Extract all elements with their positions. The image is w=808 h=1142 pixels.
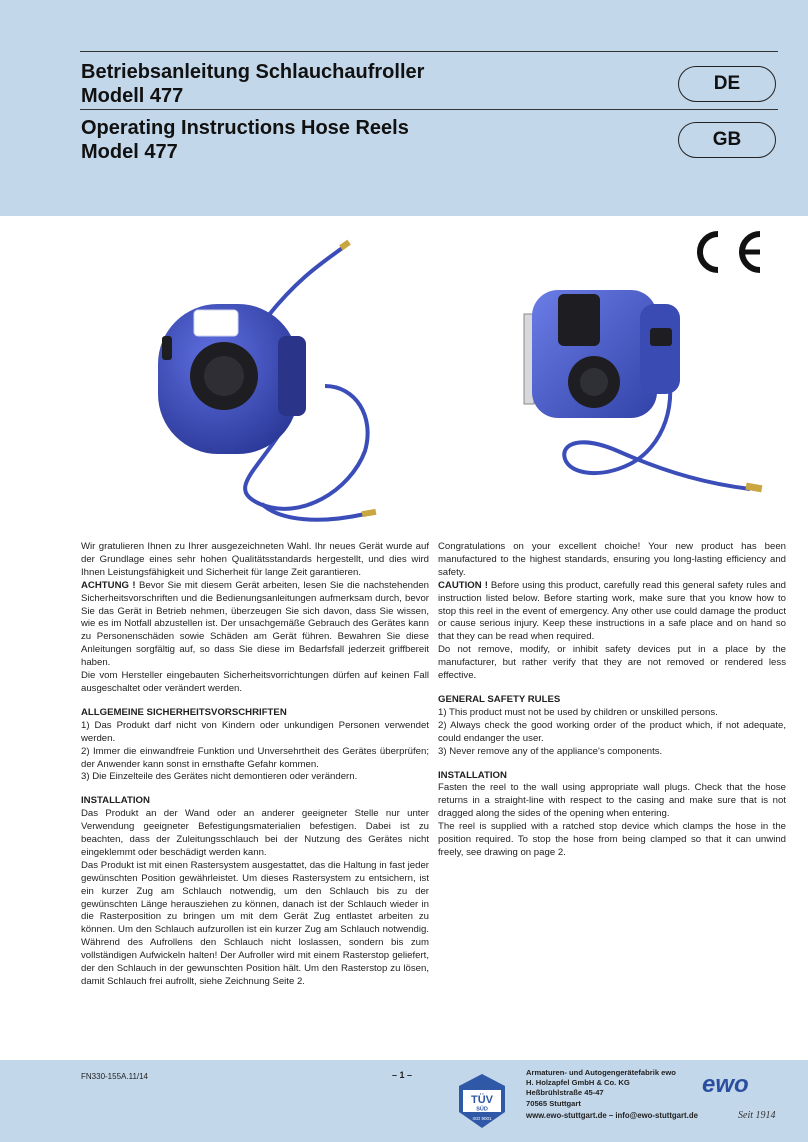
caution-label: CAUTION ! bbox=[438, 579, 488, 591]
tuv-label: TÜV bbox=[471, 1094, 493, 1106]
safety-rule-2: 2) Immer die einwandfreie Funktion und Unversehrtheit des Gerätes überprüfen; der Anwender kann sonst in ernsthafte Gefahr kommen. bbox=[81, 745, 429, 770]
header-rule-middle bbox=[80, 109, 778, 110]
title-de-line-1: Betriebsanleitung Schlauchaufroller bbox=[81, 61, 425, 83]
company-legal-name: H. Holzapfel GmbH & Co. KG bbox=[526, 1078, 630, 1088]
intro-paragraph: Congratulations on your excellent choiche! Your new product has been manufactured to the highest standards, ensuring you long-lasting efficiency and safety. bbox=[438, 541, 786, 578]
intro-paragraph: Wir gratulieren Ihnen zu Ihrer ausgezeichneten Wahl. Ihr neues Gerät wurde auf der Grundlage eines sehr hohen Qualitätsstandards hergestellt, und dies wird Ihnen Leistungsfähigkeit und Sicherheit für lange Zeit garantieren. bbox=[81, 541, 429, 578]
safety-rule-1: 1) Das Produkt darf nicht von Kindern oder unkundigen Personen verwendet werden. bbox=[81, 719, 429, 744]
ewo-logo-since: Seit 1914 bbox=[738, 1110, 776, 1121]
installation-paragraph-1: Das Produkt an der Wand oder an anderer geeigneter Stelle nur unter Verwendung geeigneter Befestigungsmaterialien befestigen. Dabei ist zu beachten, dass der Zuleitungsschlauch bei der Nutzung des Gerätes nicht eingeklemmt oder beschädigt werden kann. bbox=[81, 808, 429, 858]
safety-heading: ALLGEMEINE SICHERHEITSVORSCHRIFTEN bbox=[81, 706, 287, 718]
ewo-logo-text: ewo bbox=[702, 1071, 749, 1098]
safety-devices-paragraph: Die vom Hersteller eingebauten Sicherheitsvorrichtungen dürfen auf keinen Fall ausgeschaltet oder verändert werden. bbox=[81, 670, 429, 694]
company-name: Armaturen- und Autogengerätefabrik ewo bbox=[526, 1068, 676, 1077]
text-column-de bbox=[81, 541, 429, 989]
company-contact-links: www.ewo-stuttgart.de – info@ewo-stuttgart.de bbox=[526, 1111, 698, 1120]
safety-heading: GENERAL SAFETY RULES bbox=[438, 693, 561, 705]
caution-paragraph bbox=[81, 580, 429, 670]
language-badge-de: DE bbox=[678, 66, 776, 102]
hose-reel-side-photo bbox=[510, 284, 768, 510]
caution-text: Before using this product, carefully read this general safety rules and instruction listed below. Before starting work, make sure that you know how to stop this reel in the event of emergency. Any other use could damage the product or cause serious injury. Keep these instructions in a safe place and on hand so that they can be read when required. bbox=[438, 579, 787, 643]
header-rule-top bbox=[80, 51, 778, 52]
company-address bbox=[526, 1068, 676, 1109]
tuv-sub-label: SÜD bbox=[476, 1106, 488, 1113]
installation-paragraph-1: Fasten the reel to the wall using appropriate wall plugs. Check that the hose returns in a straight-line with respect to the casing and make sure that is not dragged along the sides of the opening when entering. bbox=[438, 782, 786, 820]
title-gb-line-2: Model 477 bbox=[81, 141, 178, 163]
document-code: FN330-155A.11/14 bbox=[81, 1072, 149, 1081]
installation-heading: INSTALLATION bbox=[81, 795, 150, 807]
company-city: 70565 Stuttgart bbox=[526, 1098, 581, 1108]
installation-heading: INSTALLATION bbox=[438, 769, 507, 781]
installation-paragraph-2: Das Produkt ist mit einen Rastersystem ausgestattet, das die Haltung in fast jeder gewünschten Position gewährleistet. Um dieses Rastersystem zu entsichern, ist ein kurzer Zug am Schlauch notwendig, um den Schlauch bis zu der gewünschten Länge herausziehen zu können, danach ist der Schlauch wieder in die Rasterposition zu bringen um mit dem Gerät Zug entlastet arbeiten zu können. Um den Schlauch aufzurollen ist ein kurzer Zug am Schlauch notwendig. Während des Aufrollens den Schlauch nicht loslassen, sondern bis zum vollständigen Aufwickeln halten! Der Aufroller wird mit einem Rasterstop geliefert, der den Schlauch in der gewunschten Position hält. Um den Rasterstop zu lösen, damit Schlauch frei aufrollt, siehe Zeichnung Seite 2. bbox=[81, 859, 429, 987]
safety-rule-3: 3) Die Einzelteile des Gerätes nicht demontieren oder verändern. bbox=[81, 771, 358, 783]
title-gb-line-1: Operating Instructions Hose Reels bbox=[81, 117, 409, 139]
hose-reel-front-photo bbox=[150, 236, 395, 526]
ce-mark-icon bbox=[680, 228, 770, 276]
title-de-line-2: Modell 477 bbox=[81, 85, 184, 107]
safety-devices-paragraph: Do not remove, modify, or inhibit safety devices put in a place by the manufacturer, but rather verify that they are not removed or rendered less effective. bbox=[438, 644, 786, 682]
tuv-iso-label: ISO 9001 bbox=[472, 1116, 492, 1121]
safety-rule-1: 1) This product must not be used by children or unskilled persons. bbox=[438, 706, 718, 718]
caution-paragraph bbox=[438, 580, 786, 645]
caution-label: ACHTUNG ! bbox=[81, 579, 136, 591]
ewo-logo bbox=[700, 1066, 780, 1126]
page-number: – 1 – bbox=[392, 1070, 413, 1080]
language-badge-gb: GB bbox=[678, 122, 776, 158]
caution-text: Bevor Sie mit diesem Gerät arbeiten, lesen Sie die nachstehenden Sicherheitsvorschriften und die Bedienungsanleitungen aufmerksam durch, bevor Sie das Gerät in Betrieb nehmen, überzeugen Sie sich davon, dass Sie wissen, wie es im Notfall abzustellen ist. Der unsachgemäße Gebrauch des Gerätes kann zu Personenschäden sowie Schäden am Gerät führen. Bewahren Sie diese Anleitungen sorgfältig auf, so dass Sie diese im Bedarfsfall jederzeit griffbereit haben. bbox=[81, 579, 429, 669]
company-street: Heßbrühlstraße 45-47 bbox=[526, 1088, 604, 1098]
text-column-gb bbox=[438, 541, 786, 860]
safety-rule-3: 3) Never remove any of the appliance's components. bbox=[438, 745, 663, 757]
tuv-certification-icon bbox=[455, 1072, 509, 1130]
safety-rule-2: 2) Always check the good working order of the product which, if not adequate, could endanger the user. bbox=[438, 719, 786, 744]
installation-paragraph-2: The reel is supplied with a ratched stop device which clamps the hose in the position required. To stop the hose from being clamped so that it can unwind freely, see drawing on page 2. bbox=[438, 821, 786, 858]
